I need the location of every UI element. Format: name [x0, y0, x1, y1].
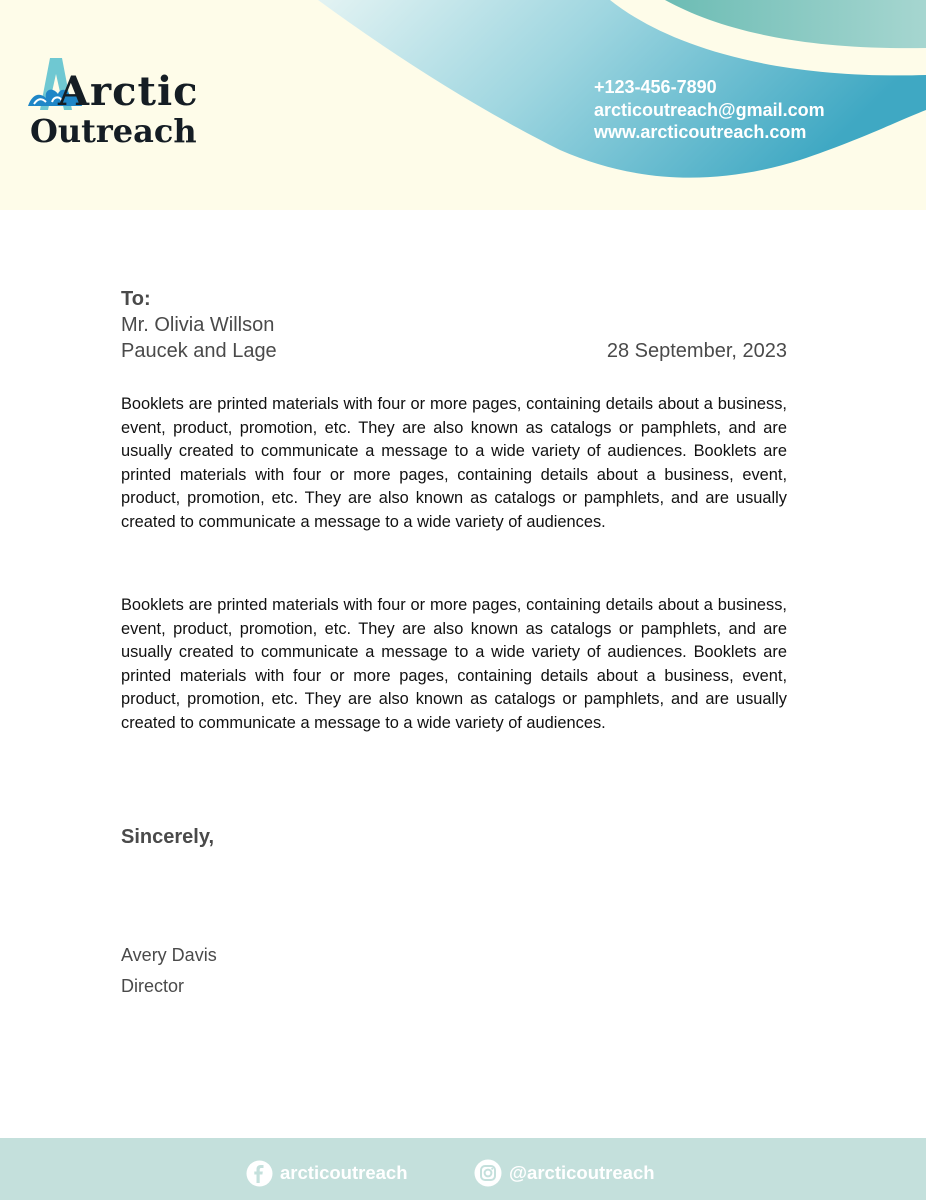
contact-phone[interactable]: +123-456-7890	[594, 77, 717, 97]
facebook-link[interactable]	[246, 1159, 408, 1187]
facebook-icon	[246, 1160, 273, 1187]
to-label: To:	[121, 288, 151, 310]
contact-email[interactable]: arcticoutreach@gmail.com	[594, 99, 825, 120]
signature-block	[121, 940, 217, 1002]
closing: Sincerely,	[121, 826, 215, 848]
logo-line1: Arctic	[58, 68, 199, 115]
signer-name: Avery Davis	[121, 945, 217, 965]
contact-block	[594, 76, 825, 144]
instagram-handle: @arcticoutreach	[509, 1162, 655, 1183]
instagram-link[interactable]	[474, 1159, 655, 1187]
recipient-company: Paucek and Lage	[121, 340, 277, 362]
body-paragraph-1: Booklets are printed materials with four or more pages, containing details about a business, event, product, promotion, etc. They are also known as catalogs or pamphlets, and are usually created to communicate a message to a wide variety of audiences. Booklets are printed materials with four or more pages, containing details about a business, event, product, promotion, etc. They are also known as catalogs or pamphlets, and are usually created to communicate a message to a wide variety of audiences.	[121, 395, 787, 531]
letterhead-header	[0, 0, 926, 210]
signer-title: Director	[121, 976, 185, 996]
contact-website[interactable]: www.arcticoutreach.com	[594, 122, 807, 142]
body-paragraph-2: Booklets are printed materials with four or more pages, containing details about a business, event, product, promotion, etc. They are also known as catalogs or pamphlets, and are usually created to communicate a message to a wide variety of audiences. Booklets are printed materials with four or more pages, containing details about a business, event, product, promotion, etc. They are also known as catalogs or pamphlets, and are usually created to communicate a message to a wide variety of audiences.	[121, 596, 787, 732]
instagram-icon	[474, 1159, 502, 1187]
recipient-name: Mr. Olivia Willson	[121, 314, 275, 336]
letterhead-footer	[0, 1138, 926, 1200]
recipient-block	[121, 312, 277, 364]
facebook-handle: arcticoutreach	[280, 1162, 408, 1183]
letter-date: 28 September, 2023	[606, 340, 787, 362]
logo-line2: Outreach	[30, 112, 197, 150]
